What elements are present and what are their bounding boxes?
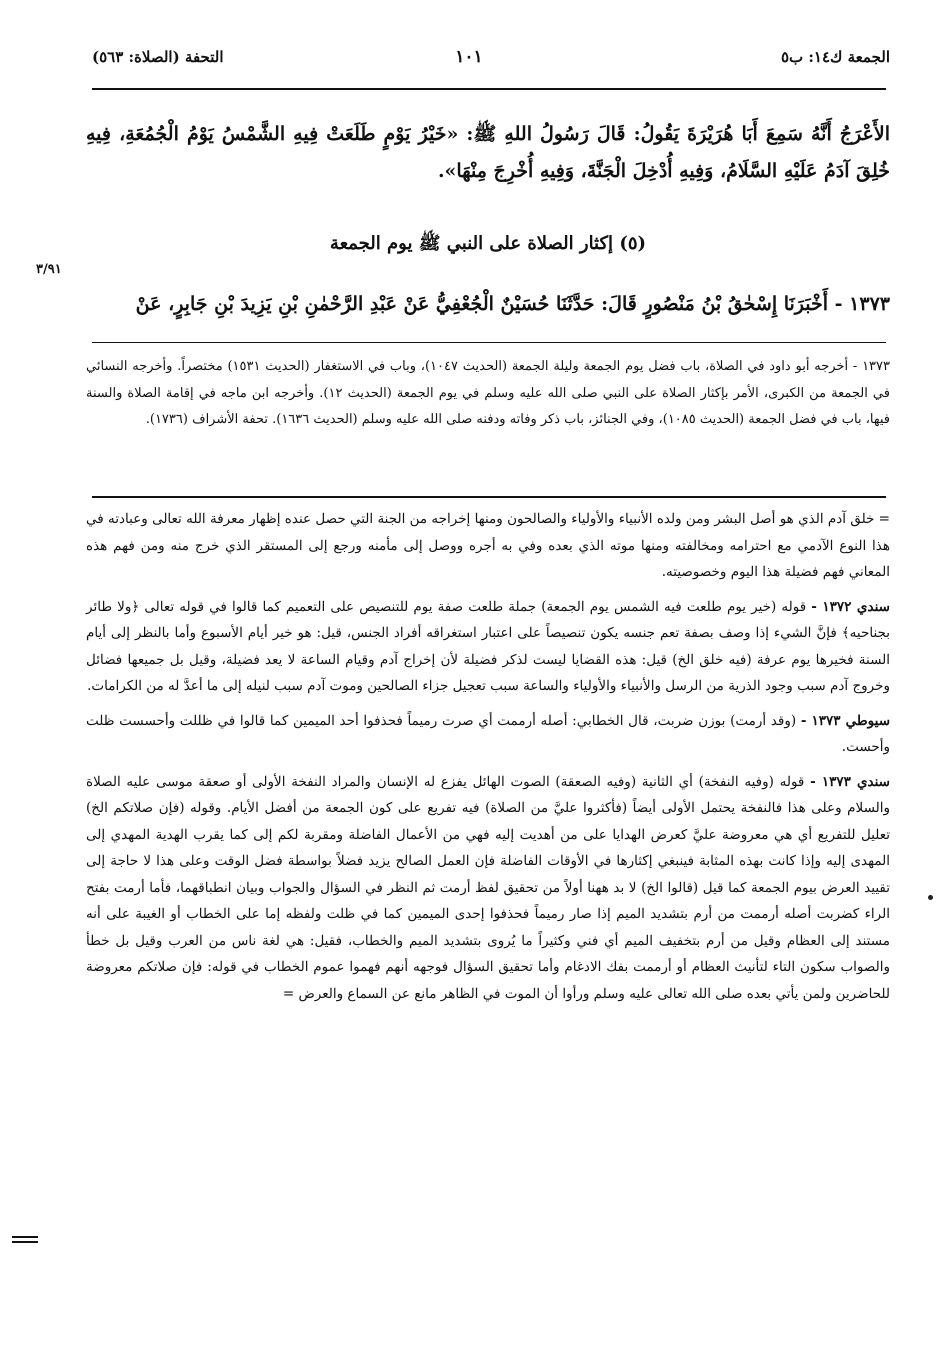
commentary-text: = خلق آدم الذي هو أصل البشر ومن ولده الأنبياء والأولياء والصالحون ومنها إخراجه من الجنة التي حصل عنده إظهار معرفة الله تعالى وعبادته في هذا النوع الآدمي مع احترامه ومخالفته ومنها موته الذي بعده وفي به أجره ووصل إلى مأمنه ورجع إلى المستقر الذي خرج منه ومن فهم هذه المعاني فهم فضيلة هذا اليوم وخصوصيته. — [86, 511, 890, 580]
commentary-paragraph — [86, 594, 890, 700]
continuation-mark — [12, 1236, 38, 1238]
commentary-paragraph — [86, 506, 890, 586]
header-chapter-ref: الجمعة ك١٤: ب٥ — [780, 48, 890, 66]
commentary-text: قوله (وفيه النفخة) أي الثانية (وفيه الصعقة) الصوت الهائل يفزع له الإنسان والمراد النفخة الأولى أو صعقة موسى عليه الصلاة والسلام وعلى هذا فالنفخة يحتمل الأولى أيضاً (فأكثروا عليَّ من الصلاة) فيه تفريع على كون الجمعة من أفضل الأيام. وقوله (فإن صلاتكم الخ) تعليل للتفريع أي هي معروضة عليَّ كعرض الهدايا على من أهديت إليه فهي من الأعمال الفاضلة ومقربة لكم إلى كما يقرب الهدية المهدي إلى المهدى إليه وإذا كانت بهذه المثابة فينبغي إكثارها في الأوقات الفاضلة فإن العمل الصالح يزيد فضلاً بواسطة فضل الوقت وعلى هذا لا حاجة إلى تقييد العرض بيوم الجمعة كما قيل (قالوا الخ) لا بد ههنا أولاً من تحقيق لفظ أرمت ثم النظر في السؤال والجواب وبيان انطباقهما، فأما أرمت بفتح الراء كضربت أصله أرممت من أرم بتشديد الميم إذا صار رميماً فحذفوا إحدى الميمين كما في ظلت ولفظه إما على الخطاب أو الغيبة على أنه مستند إلى العظام وقيل من أرم بتخفيف الميم أي فني وكثيراً ما يُروى بتشديد الميم والخطاب، فقيل: هي لغة ناس من العرب وقيل بل خطأ والصواب سكون التاء لتأنيث العظام أو أرممت بفك الادغام وأما تحقيق السؤال فوجهه أنهم فهموا عموم الخطاب في قوله: فإن صلاتكم معروضة للحاضرين ولمن يأتي بعده صلى الله تعالى عليه وسلم ورأوا أن الموت في الظاهر مانع عن السماع والعرض = — [86, 773, 890, 1002]
commentary-paragraph — [86, 708, 890, 761]
hadith-continuation: الأَعْرَجُ أَنَّهُ سَمِعَ أَبَا هُرَيْرَةَ يَقُولُ: قَالَ رَسُولُ اللهِ ﷺ: «خَيْرُ يَوْمٍ طَلَعَتْ فِيهِ الشَّمْسُ يَوْمُ الْجُمُعَةِ، فِيهِ خُلِقَ آدَمُ عَلَيْهِ السَّلَامُ، وَفِيهِ أُدْخِلَ الْجَنَّةَ، وَفِيهِ أُخْرِجَ مِنْهَا». — [86, 123, 890, 182]
continuation-mark — [12, 1241, 38, 1243]
takhrij-footnote: ١٣٧٣ - أخرجه أبو داود في الصلاة، باب فضل يوم الجمعة وليلة الجمعة (الحديث ١٠٤٧)، وباب في الاستغفار (الحديث ١٥٣١) مختصراً. وأخرجه النسائي في الجمعة من الكبرى، الأمر بإكثار الصلاة على النبي صلى الله عليه وسلم في يوم الجمعة (الحديث ١٢). وأخرجه ابن ماجه في إقامة الصلاة والسنة فيها، باب في فضل الجمعة (الحديث ١٠٨٥)، وفي الجنائز، باب ذكر وفاته ودفنه صلى الله عليه وسلم (الحديث ١٦٣٦). تحفة الأشراف (١٧٣٦). — [86, 359, 890, 427]
commentary-text: قوله (خير يوم طلعت فيه الشمس يوم الجمعة) جملة طلعت صفة يوم للتنصيص على التعميم كما قالوا في قوله تعالى ﴿ولا طائر بجناحيه﴾ فإنَّ الشيء إذا وصف بصفة تعم جنسه يكون تنصيصاً على اعتبار استغراقه أفراد الجنس، قيل: هو خير أيام الأسبوع وأما بالنظر إلى أيام السنة فخيرها يوم عرفة (فيه خلق الخ) قيل: هذه القضايا ليست لذكر فضيلة لأن إخراج آدم وقيام الساعة لا يعد فضيلة، وقيل بل جميعها فضائل وخروج آدم سبب وجود الذرية من الرسل والأنبياء والأولياء والساعة سبب تعجيل جزاء الصالحين وموت آدم سبب لنيله إلى ما أعدَّ له من الكرامات. — [86, 598, 890, 694]
commentary-label: سندي ١٣٧٢ - — [811, 598, 890, 615]
commentary-paragraph — [86, 769, 890, 1008]
commentary-text: (وقد أرمت) بوزن ضربت، قال الخطابي: أصله أرممت أي صرت رميماً فحذفوا أحد الميمين كما قالوا في ظللت وأحسست ظلت وأحست. — [86, 712, 890, 755]
footnote-rule — [92, 342, 886, 343]
margin-dot — [928, 895, 933, 900]
hadith-1373: ١٣٧٣ - أَخْبَرَنَا إِسْحٰقُ بْنُ مَنْصُورٍ قَالَ: حَدَّثَنَا حُسَيْنٌ الْجُعْفِيُّ عَنْ عَبْدِ الرَّحْمٰنِ بْنِ يَزِيدَ بْنِ جَابِرٍ، عَنْ — [135, 293, 890, 315]
header-rule — [92, 88, 886, 90]
commentary-section — [86, 506, 890, 1015]
header-tuhfa-ref: التحفة (الصلاة: ٥٦٣) — [92, 48, 224, 66]
section-heading: (٥) إكثار الصلاة على النبي ﷺ يوم الجمعة — [329, 233, 647, 254]
commentary-label: سندي ١٣٧٣ - — [810, 773, 890, 790]
commentary-label: سيوطي ١٣٧٣ - — [800, 712, 891, 729]
page-number: ١٠١ — [455, 47, 483, 67]
margin-reference: ٣/٩١ — [36, 262, 62, 277]
commentary-rule — [92, 496, 886, 498]
